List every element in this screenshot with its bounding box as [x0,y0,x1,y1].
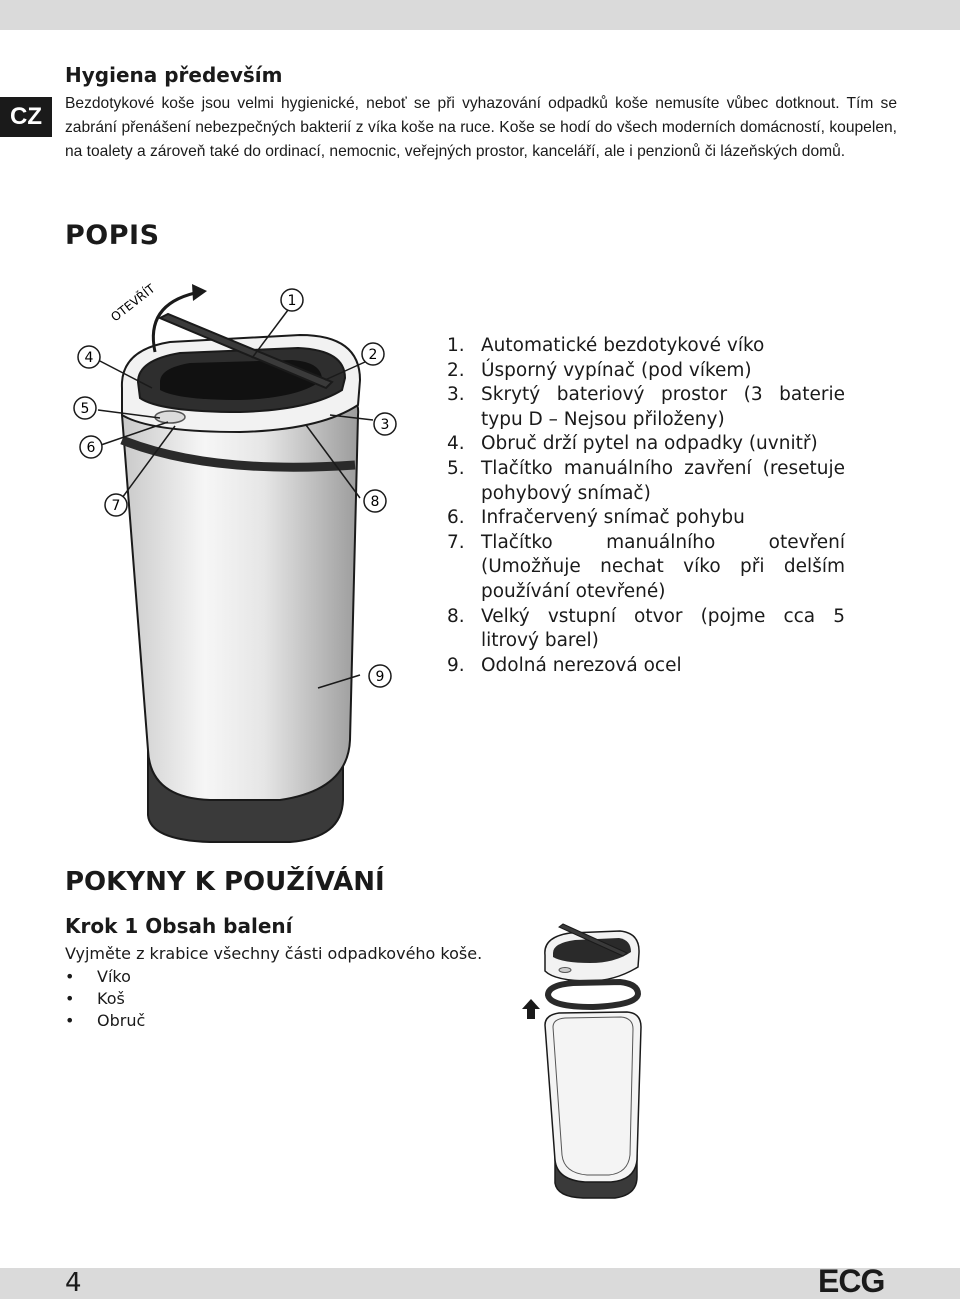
svg-text:8: 8 [370,494,380,510]
list-item: • Obruč [65,1011,146,1030]
exploded-bin-illustration [515,915,665,1215]
language-tab: CZ [0,97,52,137]
callout-4 [78,346,100,368]
svg-text:7: 7 [111,498,121,514]
hygiene-paragraph: Bezdotykové koše jsou velmi hygienické, neboť se při vyhazování odpadků koše nemusíte vůbec dotknout. Tím se zabrání přenášení nebezpečných bakterií z víka koše na ruce. Koše se hodí do všech moderních domácností, koupelen, na toalety a zároveň také do ordinací, nemocnic, veřejných prostor, kanceláří, ale i penzionů či lázeňských domů. [65,95,897,160]
callout-9 [369,665,391,687]
parts-list [447,334,845,678]
parts-list-item: 8. Velký vstupní otvor (pojme cca 5 litrový barel) [447,605,845,652]
callout-6 [80,436,102,458]
parts-list-item: 9. Odolná nerezová ocel [447,654,682,676]
parts-list-item: 6. Infračervený snímač pohybu [447,507,745,529]
callout-7 [105,494,127,516]
callout-1 [281,289,303,311]
svg-text:3: 3 [380,417,390,433]
parts-list-item: 2. Úsporný vypínač (pod víkem) [447,359,752,381]
callout-3 [374,413,396,435]
callout-8 [364,490,386,512]
open-arrow-head [192,284,207,301]
lid-sensor [559,968,571,973]
bin-shell [545,1012,641,1182]
parts-list-item: 4. Obruč drží pytel na odpadky (uvnitř) [447,433,818,455]
svg-text:2: 2 [368,347,378,363]
hygiene-heading: Hygiena především [65,63,283,87]
bottom-bar [0,1268,960,1299]
list-item: • Koš [65,989,125,1008]
bin-diagram-svg [60,270,440,850]
svg-text:4: 4 [84,350,94,366]
pokyny-heading: POKYNY K POUŽÍVÁNÍ [65,867,385,897]
bag-ring [548,982,638,1007]
contents-list [65,966,145,1032]
callout-5 [74,397,96,419]
parts-list-item: 5. Tlačítko manuálního zavření (resetuje pohybový snímač) [447,457,845,504]
ecg-logo: ECG [818,1263,885,1299]
svg-text:1: 1 [287,293,297,309]
callout-2 [362,343,384,365]
up-arrow-icon [522,999,540,1019]
parts-list-item: 1. Automatické bezdotykové víko [447,335,765,356]
svg-text:6: 6 [86,440,96,456]
sensor [155,411,185,423]
page-number: 4 [65,1268,82,1298]
parts-list-item: 3. Skrytý bateriový prostor (3 baterie typu D – Nejsou přiloženy) [447,384,845,430]
svg-text:9: 9 [375,669,385,685]
parts-list-item: 7. Tlačítko manuálního otevření (Umožňuje nechat víko při delším používání otevřené) [447,531,845,602]
bin-diagram [60,270,440,850]
list-item: • Víko [65,967,131,986]
top-bar [0,0,960,30]
popis-heading: POPIS [65,220,160,251]
step-heading: Krok 1 Obsah balení [65,914,293,938]
exploded-bin-svg [515,915,665,1215]
step-text: Vyjměte z krabice všechny části odpadkového koše. [65,944,483,963]
svg-text:5: 5 [80,401,90,417]
open-label: OTEVŘÍT [108,281,158,325]
